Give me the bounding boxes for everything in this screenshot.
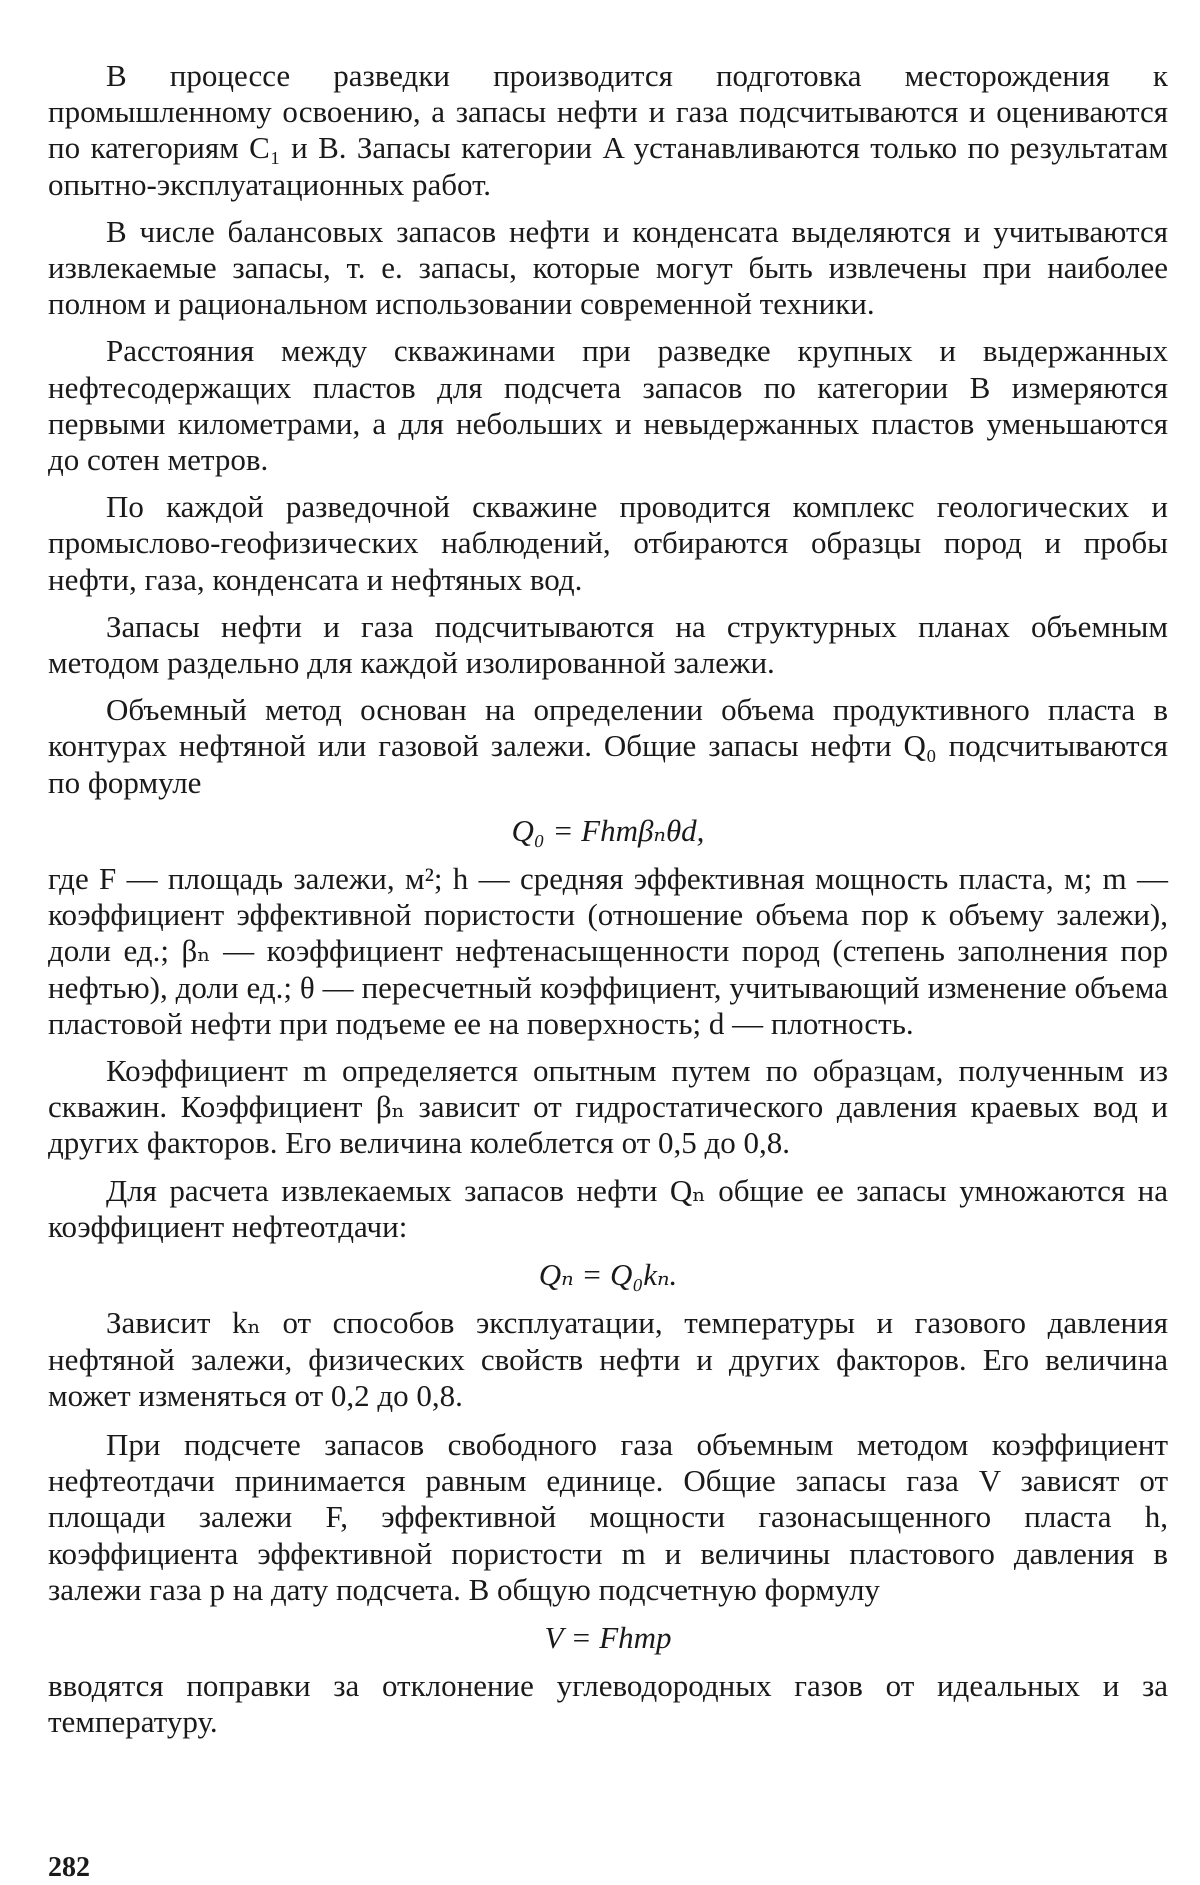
paragraph-volumetric-planes: Запасы нефти и газа подсчитываются на структурных планах объемным методом раздельно для каждой изолированной залежи. <box>48 608 1168 681</box>
paragraph-exploration-stage: В процессе разведки производится подготовка месторождения к промышленному освоению, а запасы нефти и газа подсчитываются и оцениваются по категориям C₁ и B. Запасы категории A устанавливаются только по результатам опытно-эксплуатационных работ. <box>48 58 1168 202</box>
paragraph-well-spacing: Расстояния между скважинами при разведке крупных и выдержанных нефтесодержащих пластов для подсчета запасов по категории B измеряются первыми километрами, а для небольших и невыдержанных пластов уменьшаются до сотен метров. <box>48 333 1168 478</box>
formula-gas-reserves: V = Fhmp <box>544 1619 672 1655</box>
paragraph-volumetric-method: Объемный метод основан на определении объема продуктивного пласта в контурах нефтяной или газовой залежи. Общие запасы нефти Q₀ подсчитываются по формуле <box>48 692 1168 800</box>
paragraph-porosity-coefficient: Коэффициент m определяется опытным путем по образцам, полученным из скважин. Коэффициент βₙ зависит от гидростатического давления краевых вод и других факторов. Его величина колеблется от 0,5 до 0,8. <box>48 1053 1168 1161</box>
paragraph-formula-legend: где F — площадь залежи, м²; h — средняя эффективная мощность пласта, м; m — коэффициент эффективной пористости (отношение объема пор к объему залежи), доли ед.; βₙ — коэффициент нефтенасыщенности пород (степень заполнения пор нефтью), доли ед.; θ — пересчетный коэффициент, учитывающий изменение объема пластовой нефти при подъеме ее на поверхность; d — плотность. <box>48 861 1168 1041</box>
formula-total-oil-reserves: Q₀ = Fhmβₙθd, <box>511 812 705 848</box>
paragraph-gas-corrections: вводятся поправки за отклонение углеводородных газов от идеальных и за температуру. <box>48 1668 1168 1740</box>
paragraph-recoverable-reserves: В числе балансовых запасов нефти и конденсата выделяются и учитываются извлекаемые запасы, т. е. запасы, которые могут быть извлечены при наиболее полном и рациональном использовании современной техники. <box>48 213 1168 322</box>
paragraph-free-gas: При подсчете запасов свободного газа объемным методом коэффициент нефтеотдачи принимается равным единице. Общие запасы газа V зависят от площади залежи F, эффективной мощности газонасыщенного пласта h, коэффициента эффективной пористости m и величины пластового давления в залежи газа p на дату подсчета. В общую подсчетную формулу <box>48 1426 1168 1607</box>
paragraph-well-observations: По каждой разведочной скважине проводится комплекс геологических и промыслово-геофизических наблюдений, отбираются образцы пород и пробы нефти, газа, конденсата и нефтяных вод. <box>48 489 1168 597</box>
page-number: 282 <box>48 1852 90 1883</box>
formula-recoverable-oil: Qₙ = Q₀kₙ. <box>538 1257 678 1293</box>
page-body <box>48 58 1168 1741</box>
paragraph-recoverable-calc: Для расчета извлекаемых запасов нефти Qₙ общие ее запасы умножаются на коэффициент нефтеотдачи: <box>48 1172 1168 1244</box>
paragraph-recovery-factor: Зависит kₙ от способов эксплуатации, температуры и газового давления нефтяной залежи, физических свойств нефти и других факторов. Его величина может изменяться от 0,2 до 0,8. <box>48 1305 1168 1413</box>
